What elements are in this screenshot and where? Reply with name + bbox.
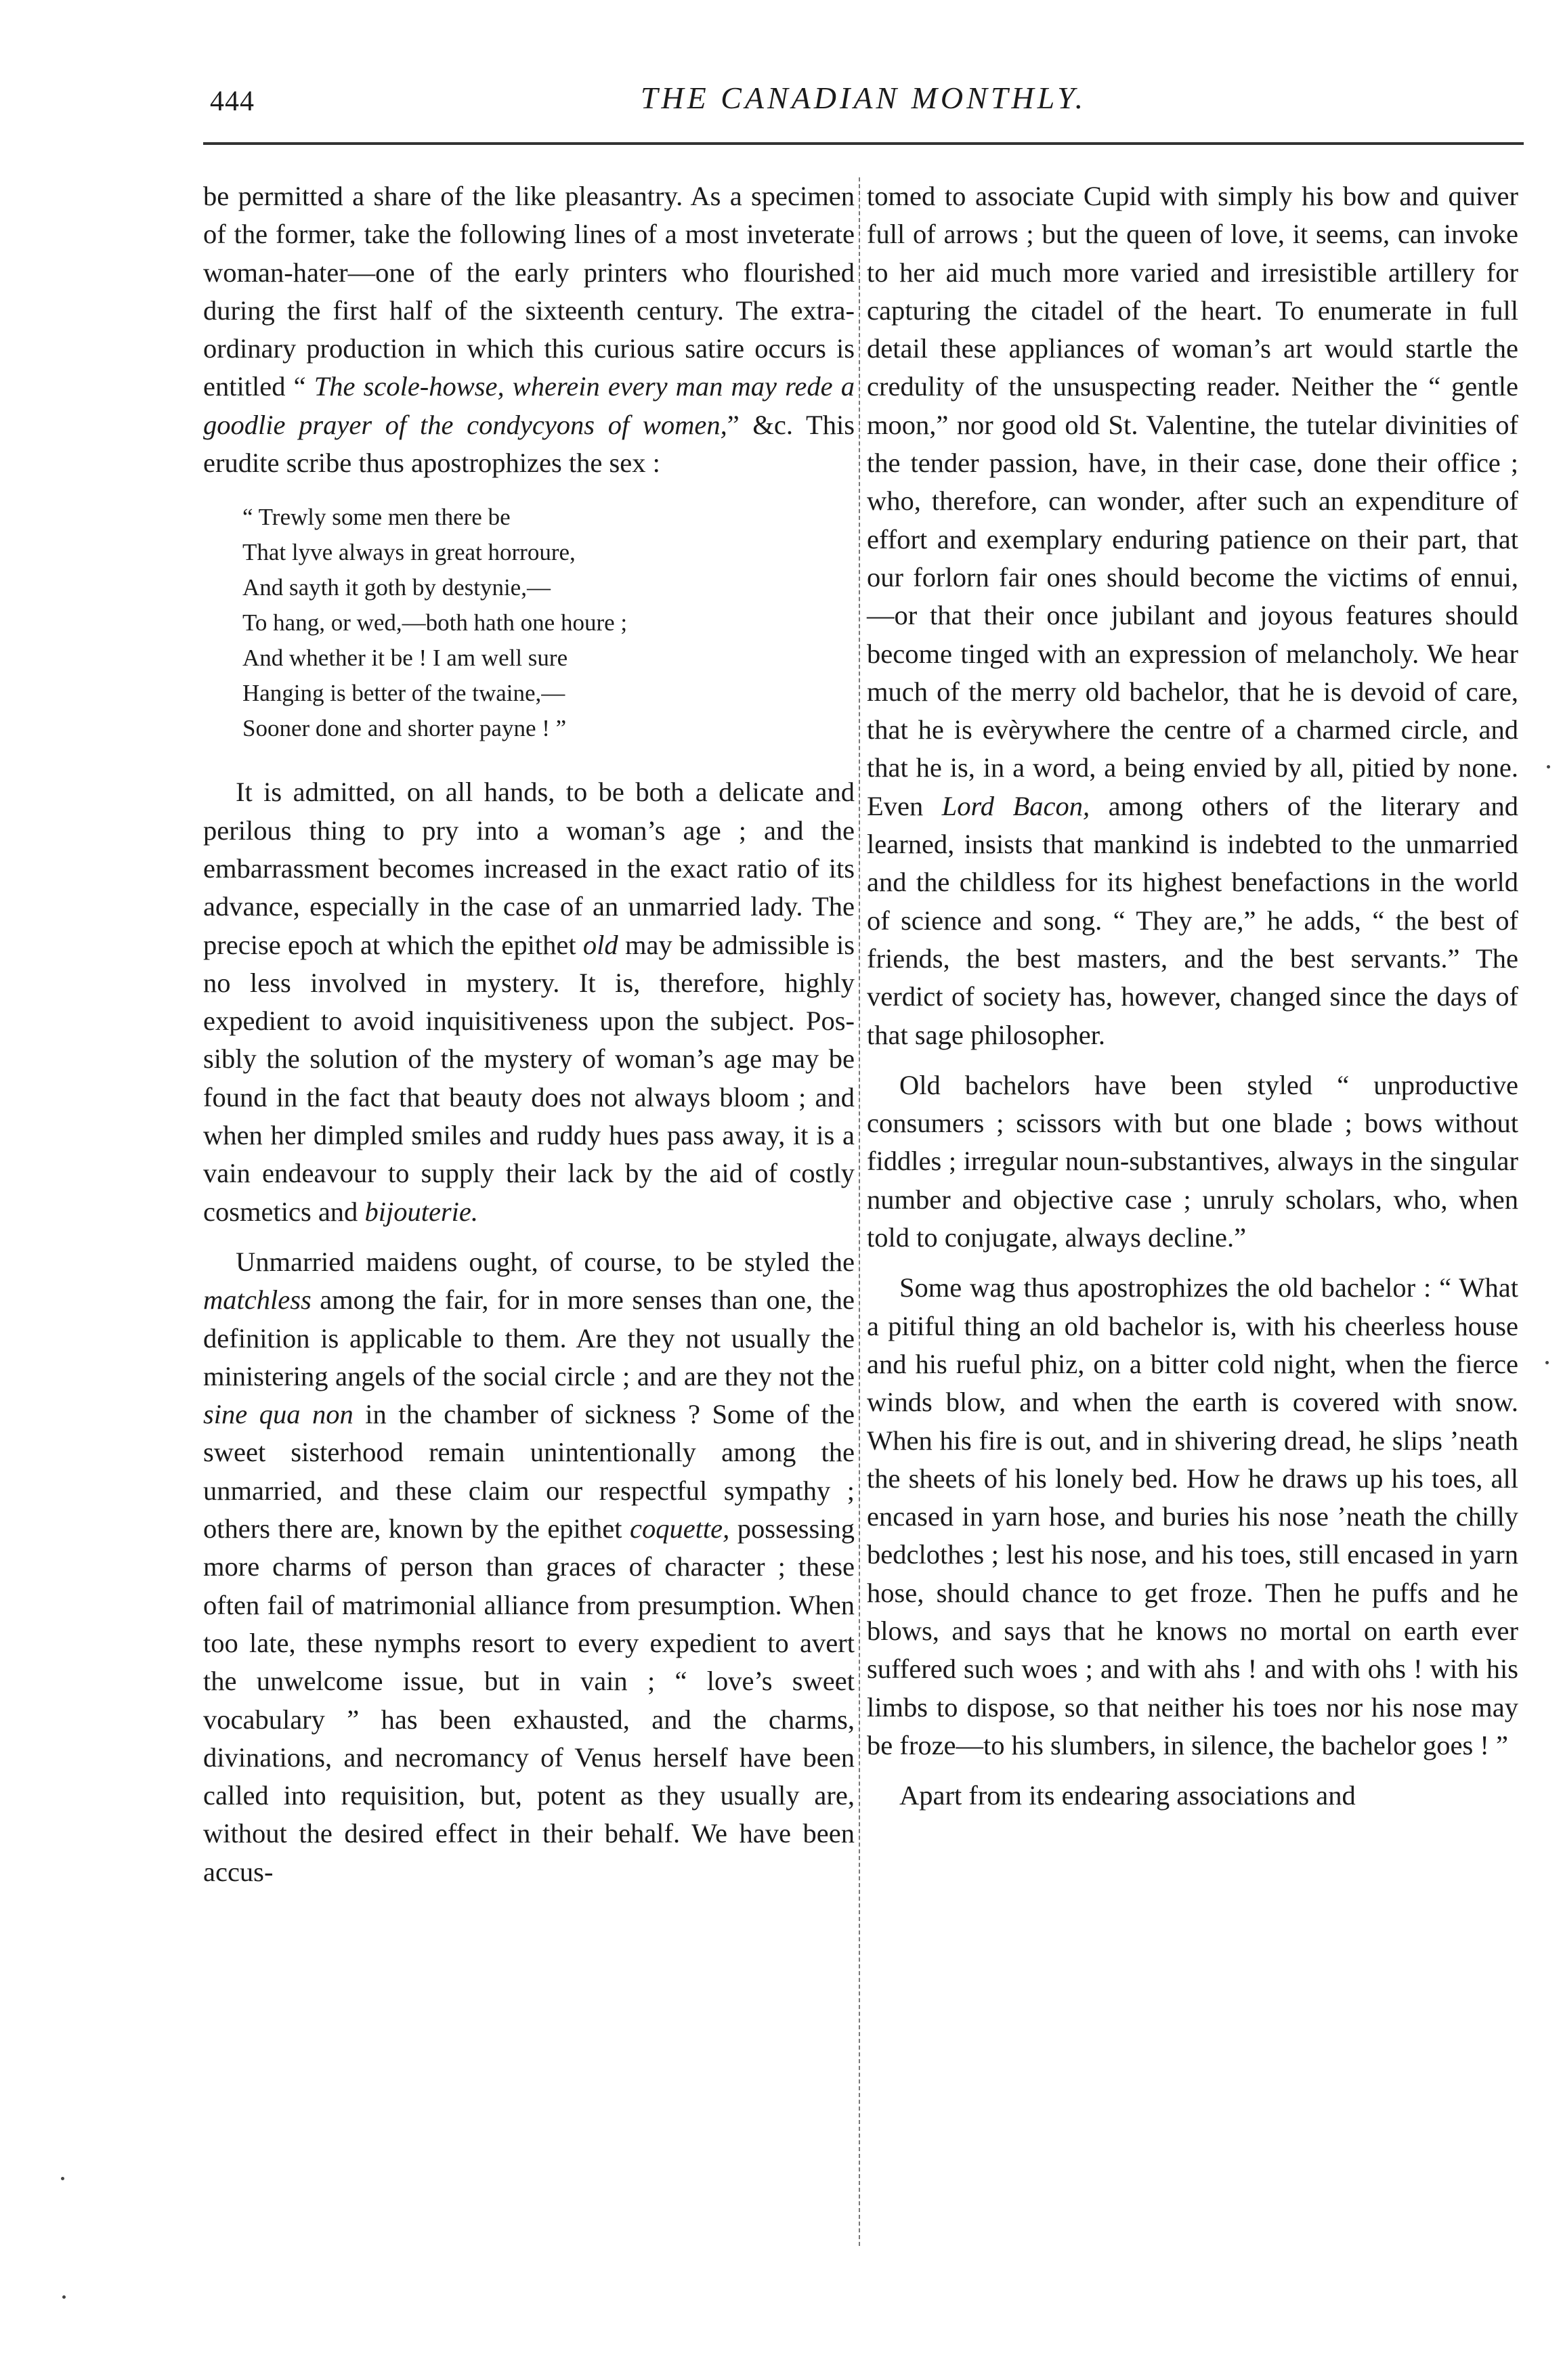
- text-run: It is admitted, on all hands, to be both a delicate and perilous thing to pry into a woman’s age ; and the embarrassment becomes increased in the exact ratio of its advance, especially in the case of an unmarried lady. The precise epoch at which the epithet: [203, 777, 855, 960]
- text-run: among the fair, for in more senses than one, the definition is applicable to them. Are they not usually the ministering angels of the social circle ; and are they not the: [203, 1284, 855, 1391]
- left-paragraph-3: [203, 1243, 855, 1891]
- poem-line: Hanging is better of the twaine,—: [242, 680, 565, 707]
- text-run: ” &c. This erudite scribe thus apostrophizes the sex :: [203, 409, 855, 479]
- book-title: The scole-howse, wherein every man may rede a goodlie prayer of the condycyons of women,: [203, 371, 855, 440]
- poem-line: “ Trewly some men there be: [242, 504, 511, 531]
- journal-title: THE CANADIAN MONTHLY.: [640, 81, 1087, 115]
- emphasis-old: old: [582, 929, 618, 960]
- scan-speck: [62, 2295, 66, 2299]
- emphasis-matchless: matchless: [203, 1284, 312, 1316]
- text-run: tomed to associate Cupid with simply his bow and quiver full of arrows ; but the queen of love, it seems, can invoke to her aid much more varied and irresistible artillery for capturing the citadel of the heart. To enumerate in full detail these appliances of woman’s art would startle the credulity of the unsuspecting reader. Neither the “ gentle moon,” nor good old St. Valentine, the tutelar divinities of the tender passion, have, in their case, done their office ; who, therefore, can wonder, after such an expenditure of effort and exemplary enduring patience on their part, that our forlorn fair ones should become the victims of ennui,—or that their once jubilant and joyous features should become tinged with an expression of melancholy. We hear much of the merry old bachelor, that he is devoid of care, that he is evèrywhere the centre of a charmed circle, and that he is, in a word, a being envied by all, pitied by none. Even: [867, 181, 1518, 821]
- emphasis-lord-bacon: Lord Bacon,: [941, 790, 1090, 821]
- poem-quote: [242, 500, 855, 746]
- poem-line: And sayth it goth by destynie,—: [242, 574, 551, 601]
- text-run: in the chamber of sickness ? Some of the sweet sisterhood remain unintentionally among the unmarried, and these claim our respectful sympathy ; others there are, known by the epithet: [203, 1399, 855, 1544]
- header-rule: [203, 142, 1524, 145]
- right-paragraph-3: Some wag thus apostrophizes the old bachelor : “ What a pitiful thing an old bachelor is, with his cheerless house and his rueful phiz, on a bitter cold night, when the fierce winds blow, and when the earth is covered with snow. When his fire is out, and in shivering dread, he slips ’neath the sheets of his lonely bed. How he draws up his toes, all encased in yarn hose, and buries his nose ’neath the chilly bedclothes ; lest his nose, and his toes, still encased in yarn hose, should chance to get froze. Then he puffs and he blows, and says that he knows no mortal on earth ever suffered such woes ; and with ahs ! and with ohs ! with his limbs to dispose, so that neither his toes nor his nose may be froze—to his slumbers, in silence, the bachelor goes ! ”: [867, 1272, 1518, 1760]
- text-run: Unmarried maidens ought, of course, to be styled the: [236, 1246, 855, 1277]
- right-paragraph-2: Old bachelors have been styled “ unproductive consumers ; scissors with but one blade ; bows without fiddles ; irregular noun-substantives, always in the singular number and objective case ; unruly scholars, who, when told to conjugate, always decline.”: [867, 1069, 1518, 1253]
- emphasis-bijouterie: bijouterie.: [364, 1196, 479, 1227]
- left-column: [203, 177, 855, 1903]
- poem-line: To hang, or wed,—both hath one houre ;: [242, 609, 628, 636]
- right-paragraph-1: [867, 177, 1518, 1054]
- emphasis-sine-qua-non: sine qua non: [203, 1399, 354, 1430]
- text-run: may be admissible is no less involved in mystery. It is, therefore, highly expedient to avoid inquisitiveness upon the subject. Possibly the solution of the mystery of woman’s age may be found in the fact that beauty does not always bloom ; and when her dimpled smiles and ruddy hues pass away, it is a vain endeavour to supply their lack by the aid of costly cosmetics and: [203, 929, 855, 1227]
- right-paragraph-4: Apart from its endearing associations and: [899, 1780, 1356, 1811]
- text-run: be permitted a share of the like pleasantry. As a specimen of the former, take the following lines of a most inveterate woman-hater—one of the early printers who flourished during the first half of the sixteenth century. The extraordinary production in which this curious satire occurs is entitled “: [203, 181, 855, 402]
- column-divider: [859, 177, 860, 2246]
- scan-speck: [61, 2177, 64, 2180]
- page-number: 444: [210, 86, 255, 117]
- running-head: [203, 80, 1524, 127]
- scan-speck: [1545, 1361, 1549, 1364]
- poem-line: And whether it be ! I am well sure: [242, 645, 568, 672]
- left-paragraph-1: [203, 177, 855, 482]
- text-run: among others of the literary and learned, insists that mankind is indebted to the unmarried and the childless for its highest benefactions in the world of science and song. “ They are,” he adds, “ the best of friends, the best masters, and the best servants.” The verdict of society has, however, changed since the days of that sage philosopher.: [867, 790, 1519, 1050]
- emphasis-coquette: coquette,: [629, 1513, 730, 1544]
- right-column: [867, 177, 1518, 1827]
- left-paragraph-2: [203, 773, 855, 1231]
- poem-line: That lyve always in great horroure,: [242, 539, 576, 566]
- poem-line: Sooner done and shorter payne ! ”: [242, 715, 567, 742]
- text-run: possessing more charms of person than graces of character ; these often fail of matrimonial alliance from presumption. When too late, these nymphs resort to every expedient to avert the unwelcome issue, but in vain ; “ love’s sweet vocabulary ” has been exhausted, and the charms, divinations, and necromancy of Venus herself have been called into requisition, but, potent as they usually are, without the desired effect in their behalf. We have been accus-: [203, 1513, 855, 1887]
- scan-speck: [1547, 765, 1550, 769]
